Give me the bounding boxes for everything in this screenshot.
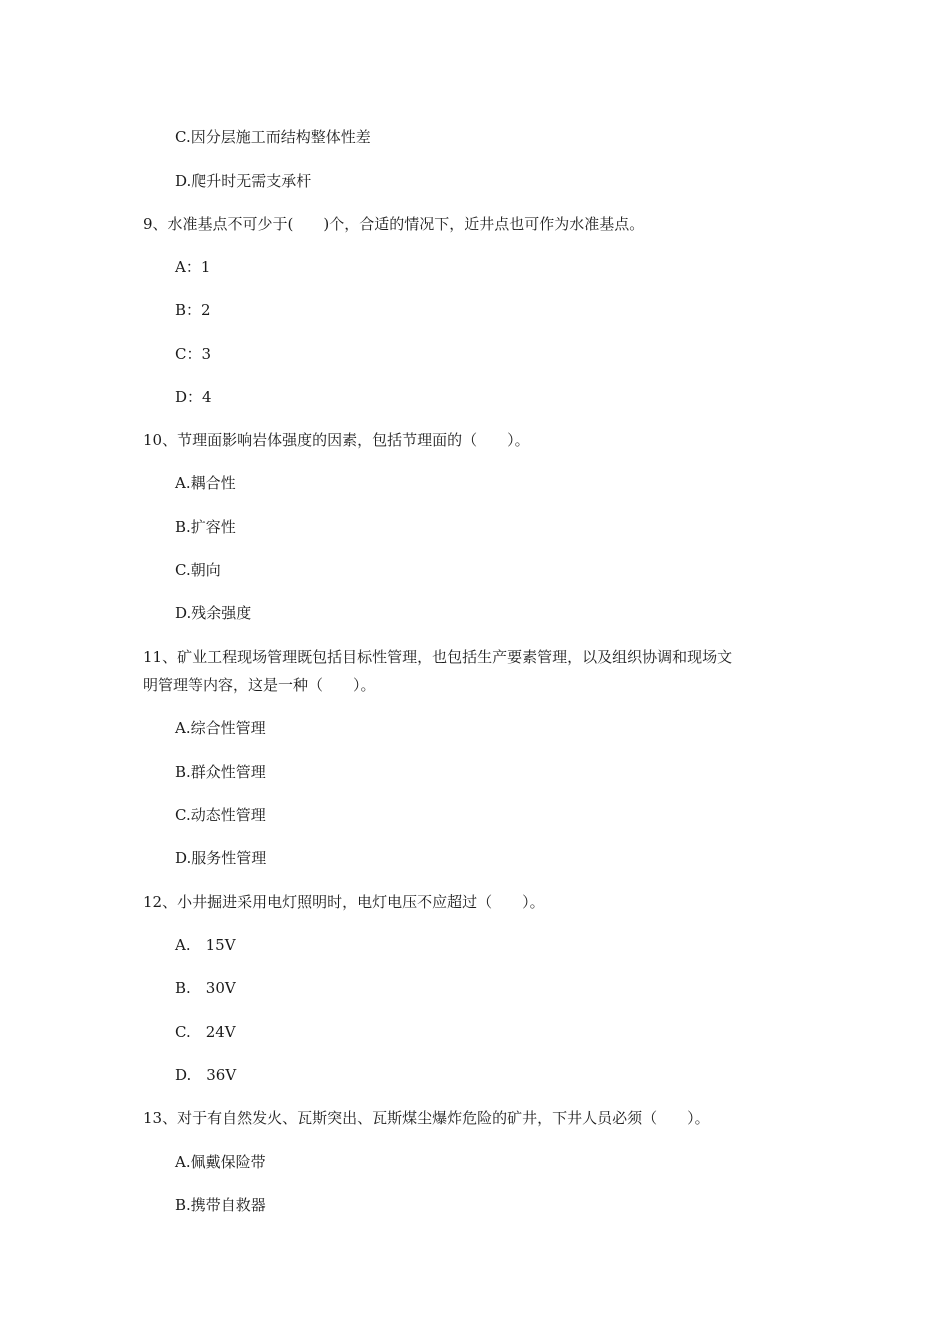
option-d: D.爬升时无需支承杆 [175, 172, 312, 190]
question-12-stem: 12、小井掘进采用电灯照明时，电灯电压不应超过（ ）。 [143, 893, 545, 911]
question-11-stem-line2: 明管理等内容，这是一种（ ）。 [143, 676, 376, 694]
q13-option-b: B.携带自救器 [175, 1196, 266, 1214]
q13-option-a: A.佩戴保险带 [175, 1153, 266, 1171]
q12-option-b: B. 30V [175, 979, 236, 997]
q9-option-c: C：3 [175, 345, 212, 363]
q9-option-b: B：2 [175, 301, 211, 319]
q12-option-a: A. 15V [175, 936, 236, 954]
q11-option-d: D.服务性管理 [175, 849, 267, 867]
q11-option-c: C.动态性管理 [175, 806, 266, 824]
q10-option-d: D.残余强度 [175, 604, 252, 622]
q10-option-b: B.扩容性 [175, 518, 236, 536]
q10-option-c: C.朝向 [175, 561, 221, 579]
q10-option-a: A.耦合性 [175, 474, 236, 492]
q9-option-d: D：4 [175, 388, 212, 406]
q12-option-d: D. 36V [175, 1066, 237, 1084]
q11-option-b: B.群众性管理 [175, 763, 266, 781]
question-13-stem: 13、对于有自然发火、瓦斯突出、瓦斯煤尘爆炸危险的矿井，下井人员必须（ ）。 [143, 1109, 710, 1127]
q12-option-c: C. 24V [175, 1023, 236, 1041]
option-c: C.因分层施工而结构整体性差 [175, 128, 371, 146]
question-9-stem: 9、水准基点不可少于( )个，合适的情况下，近井点也可作为水准基点。 [143, 215, 645, 233]
q11-option-a: A.综合性管理 [175, 719, 266, 737]
question-10-stem: 10、节理面影响岩体强度的因素，包括节理面的（ ）。 [143, 431, 530, 449]
q9-option-a: A：1 [175, 258, 211, 276]
question-11-stem-line1: 11、矿业工程现场管理既包括目标性管理，也包括生产要素管理，以及组织协调和现场文 [143, 648, 733, 666]
